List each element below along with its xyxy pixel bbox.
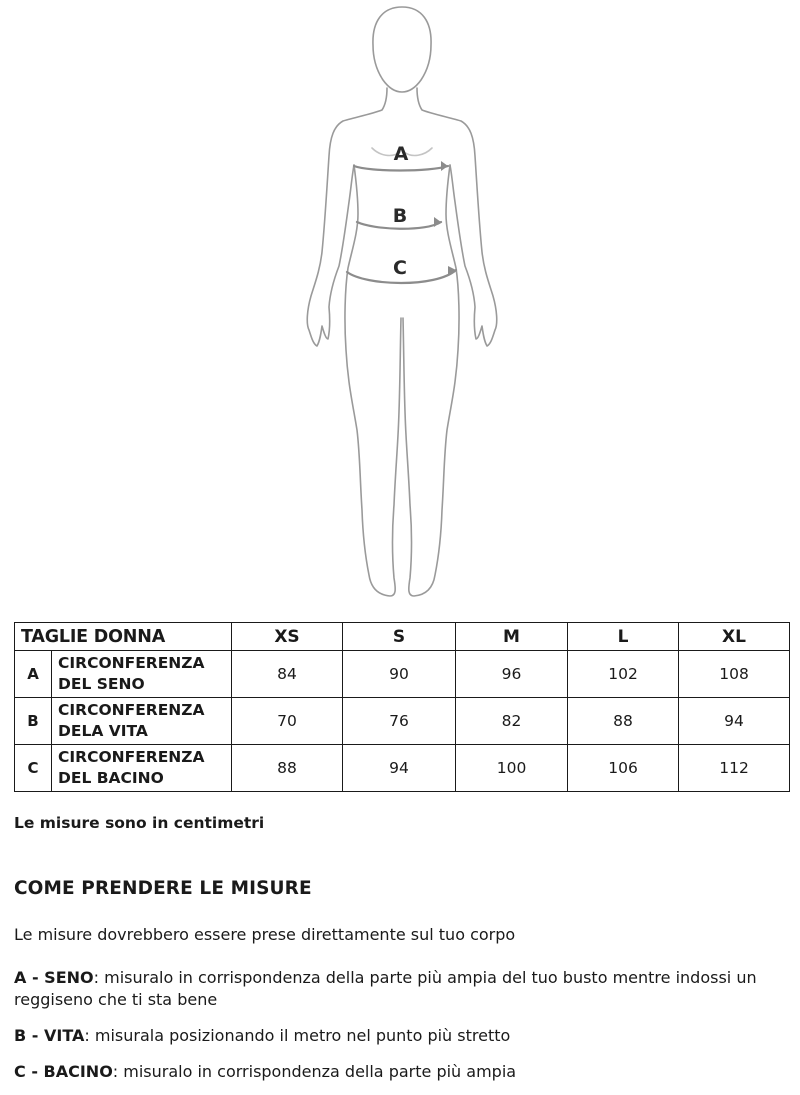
table-cell: 106	[568, 745, 679, 792]
howto-item-bacino	[14, 1061, 789, 1083]
size-header: XS	[232, 623, 343, 651]
howto-item-prefix: C -	[14, 1062, 44, 1081]
units-note: Le misure sono in centimetri	[14, 814, 265, 832]
row-label	[52, 698, 232, 745]
size-header: XL	[679, 623, 790, 651]
howto-item-text: : misuralo in corrispondenza della parte più ampia	[112, 1062, 517, 1081]
table-row	[15, 745, 790, 792]
howto-item-key: VITA	[43, 1026, 85, 1045]
row-letter: A	[15, 651, 52, 698]
row-label	[52, 745, 232, 792]
measure-label-b: B	[392, 205, 408, 227]
howto-item-text: : misurala posizionando il metro nel punto più stretto	[84, 1026, 511, 1045]
row-letter: B	[15, 698, 52, 745]
howto-item-seno	[14, 967, 789, 1011]
row-label-line: CIRCONFERENZA	[58, 748, 205, 766]
row-label-line: DELA VITA	[58, 722, 148, 740]
table-cell: 88	[568, 698, 679, 745]
table-cell: 94	[343, 745, 456, 792]
table-cell: 84	[232, 651, 343, 698]
howto-item-vita	[14, 1025, 789, 1047]
table-cell: 102	[568, 651, 679, 698]
table-cell: 76	[343, 698, 456, 745]
table-cell: 100	[456, 745, 568, 792]
table-cell: 96	[456, 651, 568, 698]
table-header-row	[15, 623, 790, 651]
table-cell: 94	[679, 698, 790, 745]
row-label-line: DEL SENO	[58, 675, 145, 693]
size-table	[14, 622, 790, 792]
row-label-line: CIRCONFERENZA	[58, 701, 205, 719]
row-label-line: CIRCONFERENZA	[58, 654, 205, 672]
table-cell: 90	[343, 651, 456, 698]
howto-item-key: SENO	[44, 968, 94, 987]
measure-label-c: C	[393, 257, 407, 279]
measure-label-a: A	[393, 143, 409, 165]
size-header: S	[343, 623, 456, 651]
howto-item-text: : misuralo in corrispondenza della parte più ampia del tuo busto mentre indossi un reggiseno che ti sta bene	[14, 968, 757, 1009]
row-letter: C	[15, 745, 52, 792]
table-row	[15, 651, 790, 698]
table-cell: 108	[679, 651, 790, 698]
size-header: M	[456, 623, 568, 651]
table-row	[15, 698, 790, 745]
table-cell: 70	[232, 698, 343, 745]
howto-intro: Le misure dovrebbero essere prese direttamente sul tuo corpo	[14, 925, 516, 944]
row-label-line: DEL BACINO	[58, 769, 164, 787]
table-cell: 112	[679, 745, 790, 792]
table-corner-title: TAGLIE DONNA	[15, 623, 232, 651]
size-header: L	[568, 623, 679, 651]
howto-item-prefix: A -	[14, 968, 45, 987]
howto-item-prefix: B -	[14, 1026, 44, 1045]
table-cell: 88	[232, 745, 343, 792]
howto-item-key: BACINO	[43, 1062, 113, 1081]
table-cell: 82	[456, 698, 568, 745]
howto-title: COME PRENDERE LE MISURE	[14, 878, 312, 899]
row-label	[52, 651, 232, 698]
